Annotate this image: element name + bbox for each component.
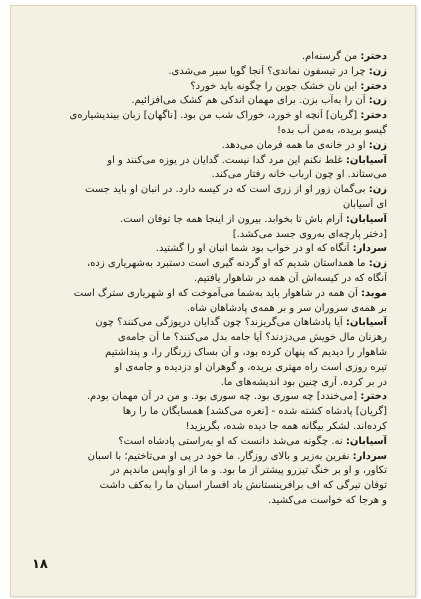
line-text: تکاور، و او بر خنگ تیزرو پیشتر از ما بود. و ما از او واپس ماندیم در [110, 465, 387, 477]
line-text: رهزنان مال خویش می‌دزدند؟ آیا جامه بدل می‌کنند؟ ما آن جامه‌ی [117, 332, 387, 344]
line-text: ما همداستان شدیم که او گردنه گیری است دستبرد به‌شهریاری زده، [86, 258, 369, 270]
text-line [49, 494, 387, 509]
line-text: [گریان] پادشاه کشته شده - [نعره می‌کشد] همسایگان ما را رها [122, 406, 387, 418]
text-line [49, 376, 387, 391]
line-text: توفان تیرگی که اف برافرینستانش باد افسار اسبان ما را به‌کف داشت [99, 480, 387, 492]
line-text: کرده‌اند. لشکر بیگانه همه جا دیده شده، بگریزید! [185, 420, 387, 432]
text-line [49, 464, 387, 479]
line-text: و هرجا که خواست می‌کشید. [268, 494, 387, 506]
line-text: تیره روزی است راه مهتری بریده، و گوهران او دزدیده و جامه‌ی او [114, 361, 387, 373]
speaker-label: زن: [368, 95, 387, 107]
text-line [49, 361, 387, 376]
text-line [49, 272, 387, 287]
text-line [49, 213, 387, 228]
text-line [49, 346, 387, 361]
text-line [49, 316, 387, 331]
text-line [49, 94, 387, 109]
speaker-label: آسیابان: [345, 435, 387, 447]
text-line [49, 302, 387, 317]
speaker-label: زن: [368, 258, 387, 270]
line-text: آنگاه که او در خواب بود شما انبان او را گشتید. [155, 243, 353, 255]
speaker-label: زن: [368, 184, 387, 196]
text-line [49, 50, 387, 65]
speaker-label: زن: [368, 139, 387, 151]
book-page [10, 5, 416, 597]
text-line [49, 228, 387, 243]
line-text: آن همه در شاهوار باید به‌شما می‌آموخت که او شهریاری سترگ است [73, 287, 361, 299]
text-line [49, 109, 387, 124]
line-text: نه. چگونه می‌شد دانست که او به‌راستی پادشاه است؟ [118, 435, 346, 447]
speaker-label: سردار: [352, 243, 387, 255]
text-line [49, 198, 387, 213]
text-line [49, 479, 387, 494]
line-text: غلط نکنم این مرد گدا نیست. گدایان در یوزه می‌کنند و او [107, 154, 346, 166]
text-line [49, 80, 387, 95]
speaker-label: آسیابان: [345, 213, 387, 225]
speaker-label: دختر: [360, 80, 387, 92]
line-text: گیسو بریده، به‌من آب بده! [277, 124, 387, 136]
speaker-label: آسیابان: [345, 317, 387, 329]
page-text [49, 50, 387, 509]
line-text: در بر کرده. آری چنین بود اندیشه‌های ما. [220, 376, 387, 388]
line-text: او در خانه‌ی ما همه فرمان می‌دهد. [221, 139, 369, 151]
speaker-label: زن: [368, 65, 387, 77]
page-number: ۱۸ [32, 557, 48, 572]
speaker-label: موبد: [361, 287, 387, 299]
line-text: [می‌خندد] چه سوری بود. چه سوری بود. و من در آن مهمان بودم. [86, 391, 361, 403]
text-line [49, 124, 387, 139]
speaker-label: آسیابان: [345, 154, 387, 166]
line-text: من گرسنه‌ام. [301, 51, 361, 62]
text-line [49, 450, 387, 465]
line-text: آیا پادشاهان می‌گریزند؟ چون گدایان دریوزگی می‌کنند؟ چون [95, 317, 346, 329]
line-text: شاهوار را دیدیم که پنهان کرده بود، و آن بساک زرنگار را، و پنداشتیم [105, 346, 387, 358]
line-text: [دختر پارچه‌ای به‌روی جسد می‌کشد.] [232, 228, 387, 240]
text-line [49, 183, 387, 198]
text-line [49, 168, 387, 183]
line-text: ای آسیابان [342, 198, 387, 210]
speaker-label: دختر: [360, 391, 387, 403]
line-text: این نان خشک جوین را چگونه باید خورد؟ [190, 80, 361, 92]
line-text: بر همه‌ی سروران سر و بر همه‌ی پادشاهان شاه. [186, 302, 387, 314]
text-line [49, 65, 387, 80]
text-line [49, 420, 387, 435]
speaker-label: سردار: [352, 450, 387, 462]
speaker-label: دختر: [360, 110, 387, 122]
line-text: می‌ستاند. او چون ارباب خانه رفتار می‌کند. [211, 169, 387, 181]
text-line [49, 139, 387, 154]
line-text: آنگاه که در کیسه‌اش آن همه در شاهوار یافتیم. [193, 272, 387, 284]
text-line [49, 435, 387, 450]
text-line [49, 242, 387, 257]
line-text: آن را به‌آب بزن. برای مهمان اندکی هم کشک می‌افزائیم. [131, 95, 369, 107]
line-text: نفرین به‌زیر و بالای روزگار. ما خود در پی او می‌تاختیم؛ با اسبان [87, 450, 353, 462]
text-line [49, 405, 387, 420]
speaker-label: دختر: [360, 51, 387, 62]
text-line [49, 390, 387, 405]
line-text: [گریان] آنچه او خورد، خوراک شب من بود. [ناگهان] زبان بیندیشیاره‌ی [69, 110, 361, 122]
text-line [49, 154, 387, 169]
line-text: چرا در تیسفون نماندی؟ آنجا گویا سیر می‌شدی. [168, 65, 369, 77]
line-text: بی‌گمان زور او از زری است که در کیسه دارد. در انبان او باید جست [85, 184, 369, 196]
text-line [49, 331, 387, 346]
text-line [49, 257, 387, 272]
text-line [49, 287, 387, 302]
line-text: آرام باش تا بخوابد. بیرون از اینجا همه جا توفان است. [119, 213, 346, 225]
